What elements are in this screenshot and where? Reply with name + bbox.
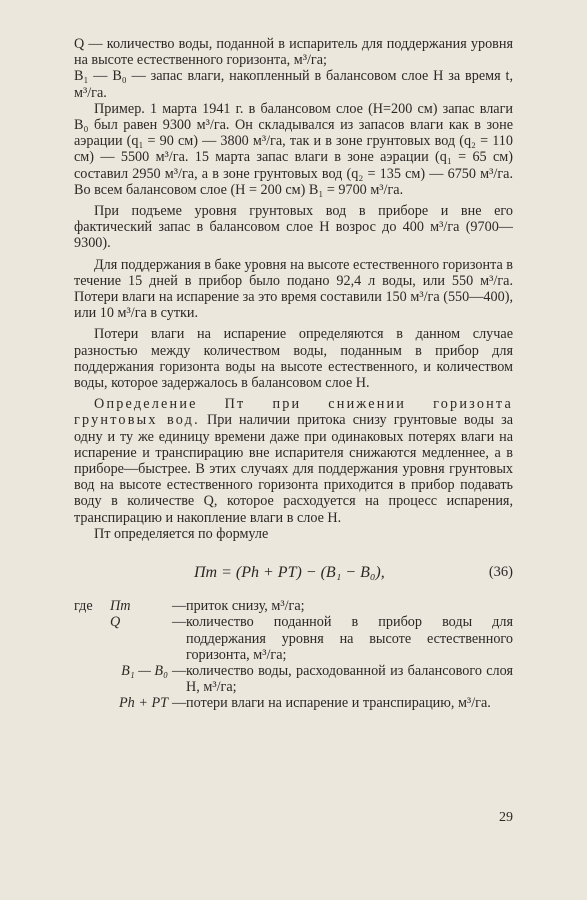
formula-number: (36): [488, 564, 513, 581]
paragraph-example: Пример. 1 марта 1941 г. в балансовом слое (H=200 см) запас влаги B₀ был равен 9300 м³/га. Он складывался из запасов влаги как в зоне аэрации (q₁ = 90 см) — 3800 м³/га, так и в зоне грунтовых вод (q₂ = 110 см) — 5500 м³/га. 15 марта запас влаги в зоне аэрации (q₁ = 65 см) составил 2950 м³/га, а в зоне грунтовых вод (q₂ = 135 см) — 6750 м³/га. Во всем балансовом слое (H = 200 см) B₁ = 9700 м³/га.: [74, 100, 513, 198]
formula-expression: Пт = (Ph + PT) − (B₁ − B₀),: [194, 564, 385, 582]
definitions-lead: где: [74, 598, 93, 615]
section-heading: Определение Пт при снижении горизонта грунтовых вод.: [74, 396, 513, 429]
definition-symbol: Q: [110, 614, 121, 631]
formula-block: [74, 552, 513, 592]
definition-symbol: B₁ — B₀: [121, 662, 168, 679]
paragraph-evaporation-losses: Потери влаги на испарение определяются в данном случае разностью между количеством воды, поданным в прибор для поддержания горизонта воды на высоте естественного, и количеством воды, которое задержалось в балансовом слое H.: [74, 326, 513, 392]
definition-text: количество поданной в прибор воды для поддержания уровня на высоте естественного горизонта, м³/га;: [186, 614, 513, 663]
paragraph-tank-level: Для поддержания в баке уровня на высоте естественного горизонта в течение 15 дней в прибор было подано 92,4 л воды, или 550 м³/га. Потери влаги на испарение за это время составили 150 м³/га (550—400), или 10 м³/га в сутки.: [74, 256, 513, 322]
definition-text: количество воды, расходованной из балансового слоя H, м³/га;: [186, 662, 513, 696]
paragraph-b-definition: B₁ — B₀ — запас влаги, накопленный в балансовом слое H за время t, м³/га.: [74, 68, 513, 101]
definitions-list: [74, 598, 513, 711]
paragraph-formula-intro: Пт определяется по формуле: [94, 525, 269, 542]
definition-symbol: Пт: [110, 598, 131, 615]
definition-symbol: Ph + PT: [119, 695, 168, 712]
paragraph-groundwater-rise: При подъеме уровня грунтовых вод в приборе и вне его фактический запас в балансовом слое H возрос до 400 м³/га (9700—9300).: [74, 203, 513, 252]
definition-item: где Пт — приток снизу, м³/га;: [74, 598, 513, 614]
section-body: При наличии притока снизу грунтовые воды за одну и ту же единицу времени даже при одинаковых потерях влаги на испарение и транспирацию вне испарителя снижаются медленнее, а в приборе—быстрее. В этих случаях для поддержания уровня грунтовых вод на высоте естественного горизонта приходится в прибор подавать воду в количестве Q, которое расходуется на процесс испарения, транспирацию и накопление влаги в слое H.: [74, 412, 513, 526]
paragraph-determination: [74, 396, 513, 526]
definition-text: приток снизу, м³/га;: [186, 598, 305, 615]
paragraph-q-definition: Q — количество воды, поданной в испаритель для поддержания уровня на высоте естественного горизонта, м³/га;: [74, 36, 513, 69]
definition-item: Ph + PT — потери влаги на испарение и транспирацию, м³/га.: [74, 695, 513, 711]
definition-item: Q — количество поданной в прибор воды для поддержания уровня на высоте естественного горизонта, м³/га;: [110, 614, 513, 663]
definition-text: потери влаги на испарение и транспирацию, м³/га.: [186, 695, 491, 712]
definition-item: B₁ — B₀ — количество воды, расходованной из балансового слоя H, м³/га;: [74, 663, 513, 695]
page-number: 29: [499, 810, 513, 825]
